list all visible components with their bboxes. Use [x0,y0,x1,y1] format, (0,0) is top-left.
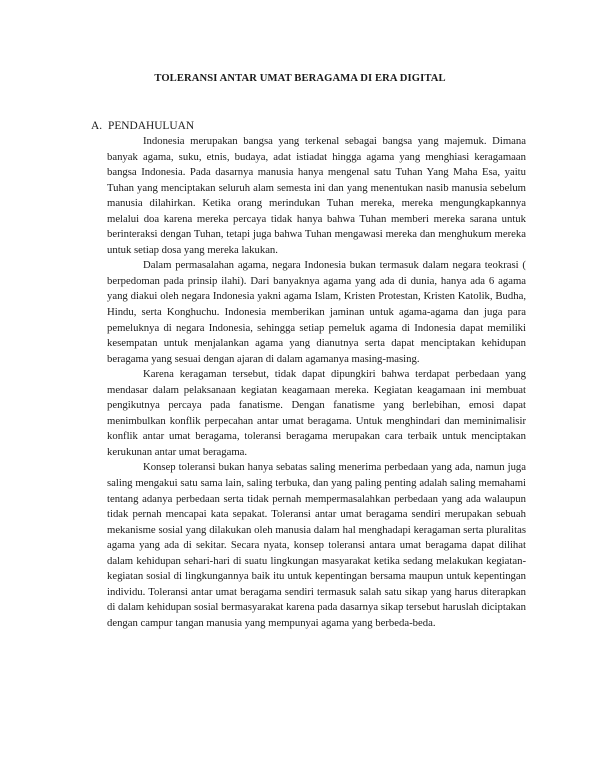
paragraph: Dalam permasalahan agama, negara Indonesia bukan termasuk dalam negara teokrasi ( berpedoman pada prinsip ilahi). Dari banyaknya agama yang ada di dunia, hanya ada 6 agama yang diakui oleh negara Indonesia yakni agama Islam, Kristen Protestan, Kristen Katolik, Budha, Hindu, serta Konghuchu. Indonesia memberikan jaminan untuk agama-agama dan juga para pemeluknya di negara Indonesia, sehingga setiap pemeluk agama di Indonesia dapat memiliki kesempatan untuk menjalankan agama yang dianutnya serta dapat menciptakan kehidupan beragama yang sesuai dengan ajaran di dalam agamanya masing-masing. [107,259,526,365]
paragraph: Indonesia merupakan bangsa yang terkenal sebagai bangsa yang majemuk. Dimana banyak agama, suku, etnis, budaya, adat istiadat hingga agama yang menghiasi keragamaan bangsa Indonesia. Pada dasarnya manusia hanya mengenal satu Tuhan Yang Maha Esa, yaitu Tuhan yang menciptakan seluruh alam semesta ini dan yang menentukan nasib manusia sebelum manusia dilahirkan. Ketika orang merindukan Tuhan mereka, mereka mengungkapkannya melalui doa karena mereka percaya tidak hanya bahwa Tuhan memberi mereka sarana untuk berinteraksi dengan Tuhan, tetapi juga bahwa Tuhan mengawasi mereka dan menghukum mereka untuk setiap dosa yang mereka lakukan. [107,135,526,256]
document-title: TOLERANSI ANTAR UMAT BERAGAMA DI ERA DIGITAL [154,73,446,84]
section-title: PENDAHULUAN [108,120,195,132]
section-label: A. [91,120,103,132]
paragraph: Konsep toleransi bukan hanya sebatas saling menerima perbedaan yang ada, namun juga saling mengakui satu sama lain, saling terbuka, dan yang paling penting adalah saling memahami tentang adanya perbedaan serta tidak pernah mempermasalahkan perbedaan yang ada walaupun tidak pernah mencapai kata sepakat. Toleransi antar umat beragama sendiri merupakan sebuah mekanisme sosial yang dilakukan oleh manusia dalam hal menghadapi keragaman serta pluralitas agama yang ada di sekitar. Secara nyata, konsep toleransi antara umat beragama dapat dilihat dalam kehidupan sehari-hari di suatu lingkungan masyarakat ketika sedang melakukan kegiatan-kegiatan sosial di lingkungannya baik itu untuk kepentingan bersama maupun untuk kepentingan individu. Toleransi antar umat beragama sendiri termasuk salah satu sikap yang harus diterapkan di dalam kehidupan sosial bermasyarakat karena pada dasarnya sikap tersebut haruslah diciptakan dengan campur tangan manusia yang mempunyai agama yang berbeda-beda. [107,461,526,629]
paragraph: Karena keragaman tersebut, tidak dapat dipungkiri bahwa terdapat perbedaan yang mendasar dalam pelaksanaan kegiatan keagamaan mereka. Kegiatan keagamaan ini membuat pengikutnya percaya pada fanatisme. Dengan fanatisme yang berlebihan, emosi dapat menimbulkan konflik perpecahan antar umat beragama. Untuk menghindari dan meminimalisir konflik antar umat beragama, toleransi beragama merupakan cara terbaik untuk menciptakan kerukunan antar umat beragama. [107,368,526,458]
body-text [107,134,526,632]
section-heading [91,120,194,132]
